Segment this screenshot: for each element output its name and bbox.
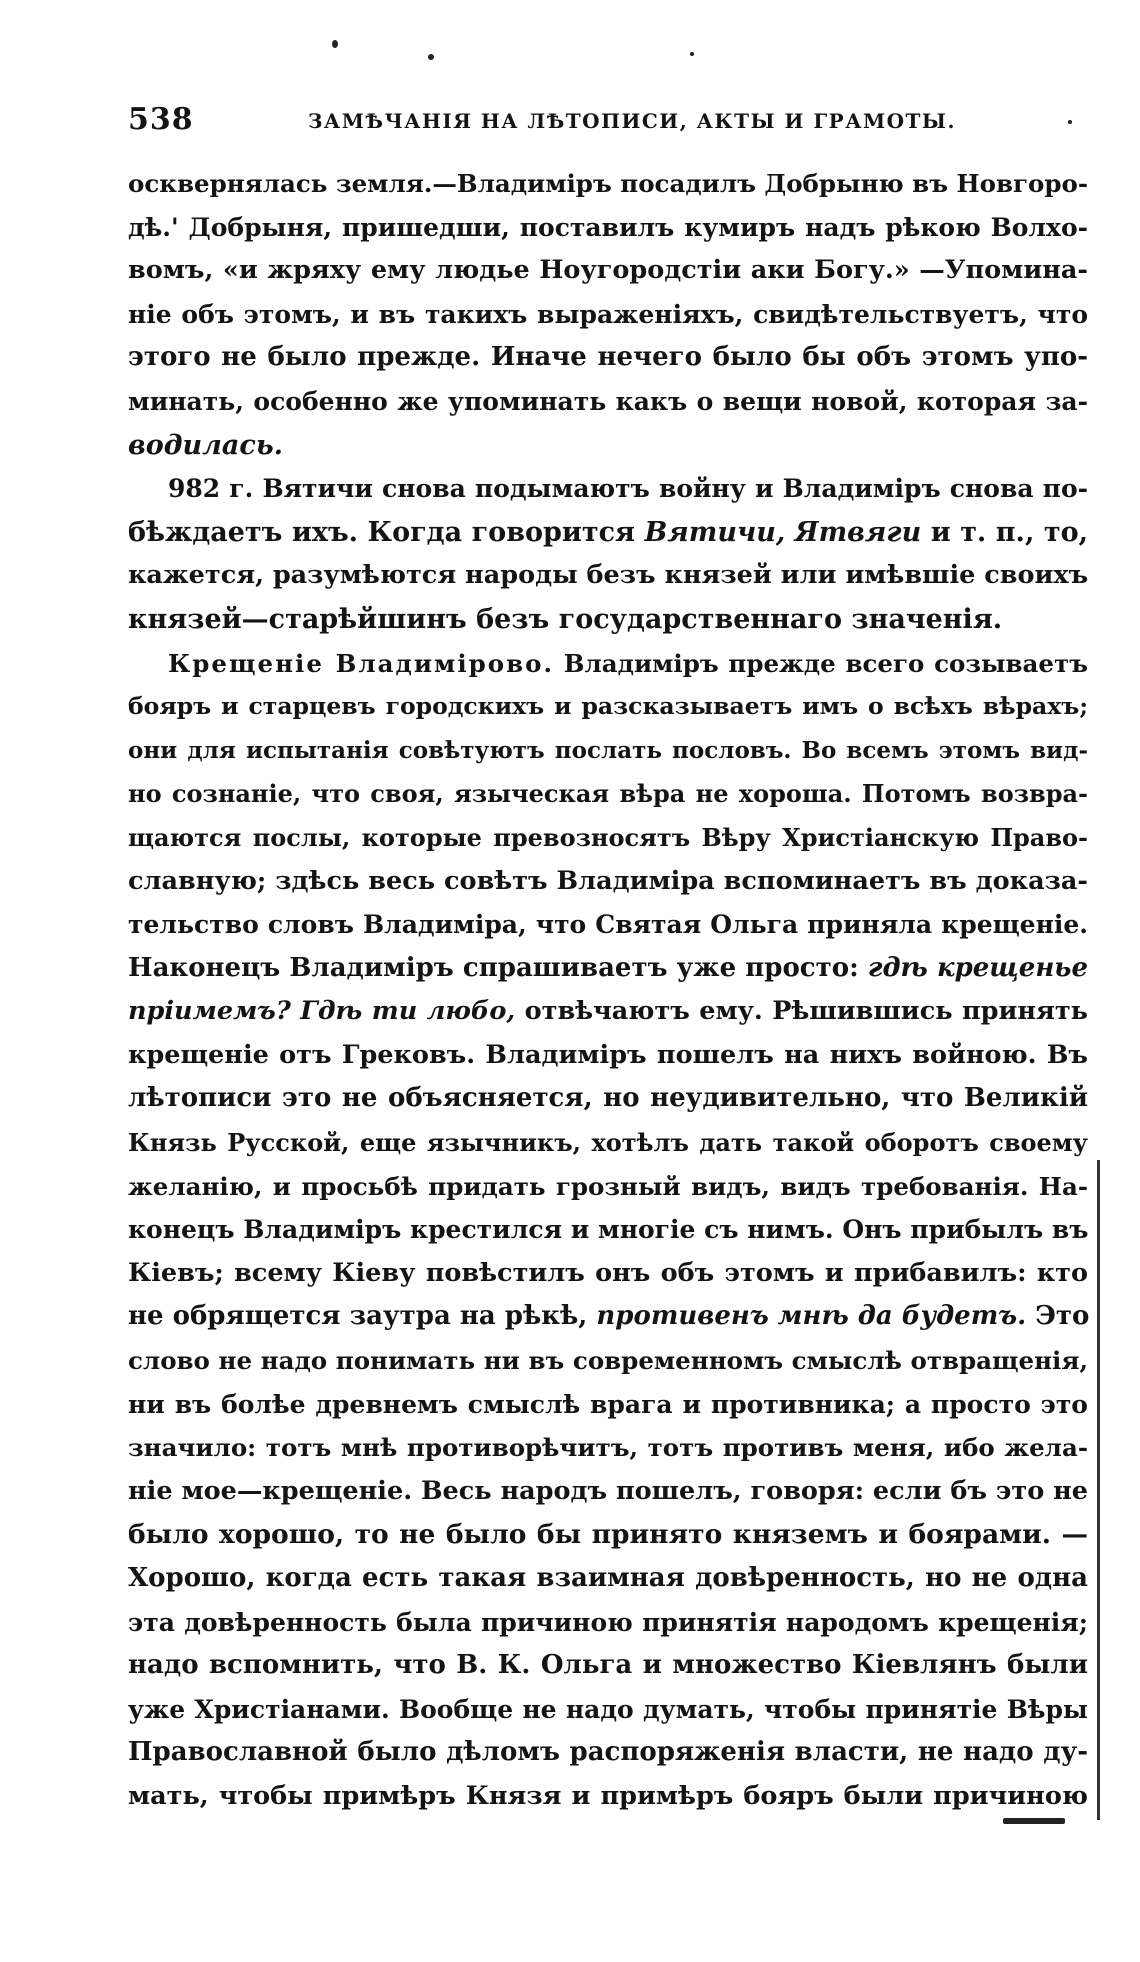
text-line: Наконецъ Владиміръ спрашиваетъ уже просто: гдѣ крещенье [128, 952, 1088, 983]
text-line: слово не надо понимать ни въ современномъ смыслѣ отвращенія, [128, 1346, 1088, 1376]
text-line: ніе объ этомъ, и въ такихъ выраженіяхъ, свидѣтельствуетъ, что [128, 299, 1088, 329]
text-line: 982 г. Вятичи снова подымаютъ войну и Владиміръ снова по- [168, 474, 1088, 504]
text-line: щаются послы, которые превозносятъ Вѣру Христіанскую Право- [128, 822, 1088, 852]
text-line: но сознаніе, что своя, языческая вѣра не хороша. Потомъ возвра- [128, 779, 1088, 809]
italic-phrase: пріимемъ? Гдѣ ти любо, [128, 996, 516, 1027]
text-line: Православной было дѣломъ распоряженія власти, не надо ду- [128, 1737, 1088, 1768]
text-line: Хорошо, когда есть такая взаимная довѣренность, но не одна [128, 1563, 1088, 1593]
text-line: Кіевъ; всему Кіеву повѣстилъ онъ объ этомъ и прибавилъ: кто [128, 1257, 1088, 1288]
body-text [128, 162, 1088, 1819]
text-line: дѣ.' Добрыня, пришедши, поставилъ кумиръ надъ рѣкою Волхо- [128, 212, 1088, 242]
text-line: ни въ болѣе древнемъ смыслѣ врага и противника; а просто это [128, 1389, 1088, 1419]
text-line: пріимемъ? Гдѣ ти любо, отвѣчаютъ ему. Рѣшившись принять [128, 996, 1088, 1027]
text-line: Князь Русской, еще язычникъ, хотѣлъ дать такой оборотъ своему [128, 1128, 1088, 1158]
text-line: тельство словъ Владиміра, что Святая Ольга приняла крещеніе. [128, 910, 1088, 940]
text-line: минать, особенно же упоминать какъ о вещи новой, которая за- [128, 386, 1088, 416]
text-line: лѣтописи это не объясняется, но неудивительно, что Великій [128, 1083, 1088, 1114]
section-heading: Крещеніе Владимірово. [168, 648, 554, 678]
ink-speck [332, 40, 338, 48]
italic-phrase: Вятичи, Ятвяги [644, 516, 922, 548]
text-line: они для испытанія совѣтуютъ послать пословъ. Во всемъ этомъ вид- [128, 736, 1088, 764]
running-head: ЗАМѢЧАНІЯ НА ЛѢТОПИСИ, АКТЫ И ГРАМОТЫ. [308, 109, 956, 133]
text-line: бояръ и старцевъ городскихъ и разсказываетъ имъ о всѣхъ вѣрахъ; [128, 692, 1088, 721]
ink-speck [428, 54, 434, 60]
text-line: ніе мое—крещеніе. Весь народъ пошелъ, говоря: если бъ это не [128, 1475, 1088, 1506]
margin-rule [1097, 1160, 1100, 1820]
text-line: значило: тотъ мнѣ противорѣчитъ, тотъ противъ меня, ибо жела- [128, 1433, 1088, 1463]
ink-speck [690, 52, 694, 56]
italic-phrase: гдѣ крещенье [867, 952, 1088, 983]
text-line: эта довѣренность была причиною принятія народомъ крещенія; [128, 1607, 1088, 1637]
text-line: уже Христіанами. Вообще не надо думать, чтобы принятіе Вѣры [128, 1694, 1088, 1724]
page-number: 538 [128, 102, 194, 137]
text-line: бѣждаетъ ихъ. Когда говорится Вятичи, Ятвяги и т. п., то, [128, 516, 1088, 548]
text-line: осквернялась земля.—Владиміръ посадилъ Добрыню въ Новгоро- [128, 169, 1089, 198]
text-line: было хорошо, то не было бы принято княземъ и боярами. — [128, 1519, 1088, 1551]
text-line: славную; здѣсь весь совѣтъ Владиміра вспоминаетъ въ доказа- [128, 865, 1088, 896]
margin-dash [1003, 1818, 1065, 1824]
text-line: вомъ, «и жряху ему людье Ноугородстіи аки Богу.» —Упомина- [128, 255, 1088, 286]
text-line: желанію, и просьбѣ придать грозный видъ, видъ требованія. На- [128, 1171, 1088, 1201]
text-line: водилась. [128, 429, 284, 461]
text-line: кажется, разумѣются народы безъ князей или имѣвшіе своихъ [128, 560, 1089, 591]
text-line: Крещеніе Владимірово. Владиміръ прежде всего созываетъ [168, 648, 1088, 678]
text-line: мать, чтобы примѣръ Князя и примѣръ бояръ были причиною [128, 1780, 1088, 1811]
text-line: не обрящется заутра на рѣкѣ, противенъ мнѣ да будетъ. Это [128, 1301, 1090, 1332]
page-header [128, 102, 1088, 142]
text-line: крещеніе отъ Грековъ. Владиміръ пошелъ на нихъ войною. Въ [128, 1039, 1088, 1070]
text-line: князей—старѣйшинъ безъ государственнаго значенія. [128, 603, 1003, 635]
italic-phrase: противенъ мнѣ да будетъ. [596, 1301, 1027, 1332]
text-line: конецъ Владиміръ крестился и многіе съ нимъ. Онъ прибылъ въ [128, 1215, 1089, 1245]
text-line: надо вспомнить, что В. К. Ольга и множество Кіевлянъ были [128, 1650, 1088, 1681]
text-line: этого не было прежде. Иначе нечего было бы объ этомъ упо- [128, 342, 1088, 373]
